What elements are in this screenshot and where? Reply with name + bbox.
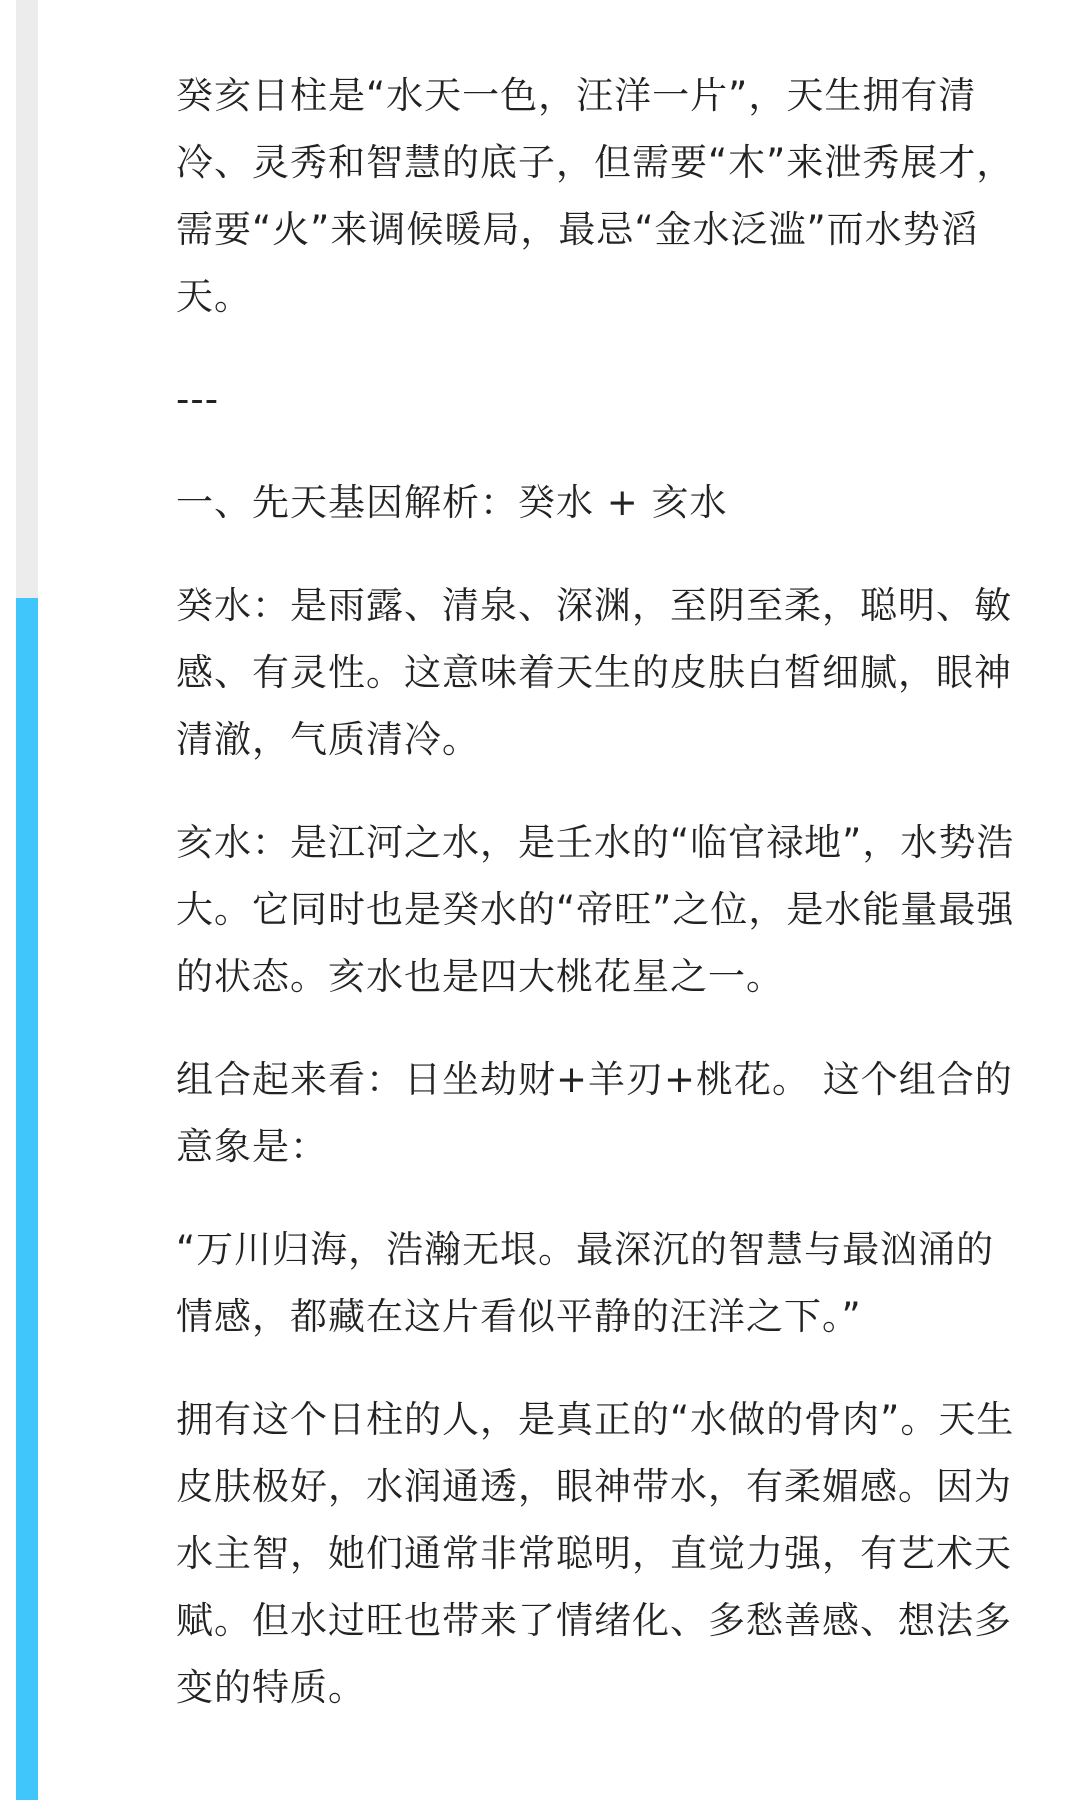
article-body <box>176 62 1026 1721</box>
quote-paragraph: “万川归海，浩瀚无垠。最深沉的智慧与最汹涌的情感，都藏在这片看似平静的汪洋之下。” <box>176 1228 995 1338</box>
intro-paragraph: 癸亥日柱是“水天一色，汪洋一片”，天生拥有清冷、灵秀和智慧的底子，但需要“木”来泄秀展才，需要“火”来调候暖局，最忌“金水泛滥”而水势滔天。 <box>176 74 1015 318</box>
paragraph-hai-water: 亥水：是江河之水，是壬水的“临官禄地”，水势浩大。它同时也是癸水的“帝旺”之位，是水能量最强的状态。亥水也是四大桃花星之一。 <box>176 821 1015 998</box>
paragraph-combination: 组合起来看：日坐劫财+羊刃+桃花。 这个组合的意象是： <box>176 1058 1013 1168</box>
section-heading: 一、先天基因解析：癸水 + 亥水 <box>176 481 728 524</box>
divider-text: --- <box>176 378 220 421</box>
paragraph-summary: 拥有这个日柱的人，是真正的“水做的骨肉”。天生皮肤极好，水润通透，眼神带水，有柔媚感。因为水主智，她们通常非常聪明，直觉力强，有艺术天赋。但水过旺也带来了情绪化、多愁善感、想法多变的特质。 <box>176 1398 1015 1709</box>
scrollbar-track[interactable] <box>16 0 38 1800</box>
scrollbar-thumb[interactable] <box>16 598 38 1800</box>
paragraph-gui-water: 癸水：是雨露、清泉、深渊，至阴至柔，聪明、敏感、有灵性。这意味着天生的皮肤白皙细腻，眼神清澈，气质清冷。 <box>176 584 1012 761</box>
